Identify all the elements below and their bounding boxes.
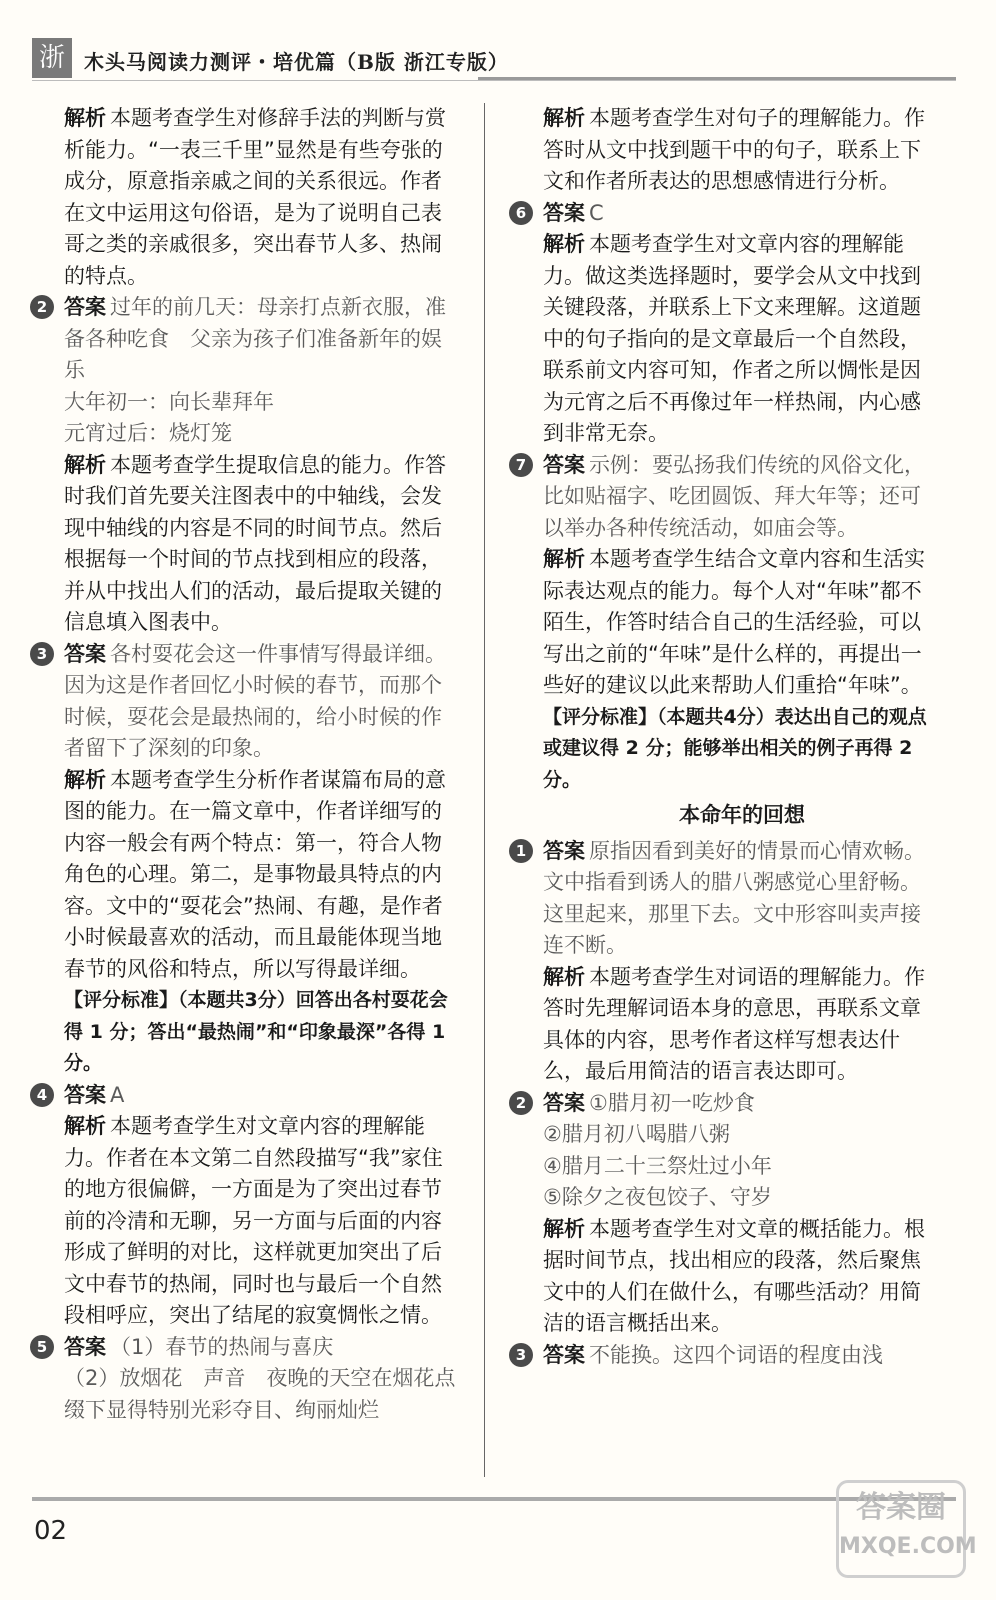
answer-block (515, 198, 941, 230)
analysis-block (543, 229, 941, 450)
answer-line (64, 1332, 462, 1364)
answer-block (36, 292, 462, 450)
analysis-block (543, 1214, 941, 1340)
answer-line (543, 1151, 941, 1183)
watermark-bottom: MXQE.COM (839, 1534, 977, 1559)
analysis-text: 本题考查学生对文章内容的理解能力。作者在本文第二自然段描写“我”家住的地方很偏僻，一方面是为了突出过春节前的冷清和无聊，另一方面与后面的内容形成了鲜明的对比，这样就更加突出了后文中春节的热闹，同时也与最后一个自然段相呼应，突出了结尾的寂寞惆怅之情。 (64, 1114, 443, 1327)
answer-text: （2）放烟花 声音 夜晚的天空在烟花点缀下显得特别光彩夺目、绚丽灿烂 (64, 1366, 456, 1422)
answer-block (36, 639, 462, 765)
analysis-block (64, 450, 462, 639)
analysis-label: 解析 (64, 452, 106, 477)
page-header (0, 0, 996, 84)
analysis-label: 解析 (64, 1114, 106, 1138)
answer-text: C (589, 200, 604, 225)
scoring-criteria: 【评分标准】（本题共4分）表达出自己的观点或建议得 2 分；能够举出相关的例子再得 2 分。 (543, 705, 927, 791)
answer-line (64, 292, 462, 387)
answer-text: 过年的前几天：母亲打点新衣服，准备各种吃食 父亲为孩子们准备新年的娱乐 (64, 295, 446, 382)
answer-label: 答案 (543, 200, 585, 225)
analysis-block (543, 962, 941, 1088)
answer-line (543, 899, 941, 962)
watermark-top: 答案圈 (856, 1490, 946, 1525)
question-number: 1 (509, 839, 533, 863)
watermark-logo (836, 1480, 977, 1578)
analysis-label: 解析 (543, 964, 585, 989)
answer-text: 大年初一：向长辈拜年 (64, 389, 274, 414)
right-column (515, 103, 941, 1371)
answer-text: ⑤除夕之夜包饺子、守岁 (543, 1185, 772, 1209)
analysis-text: 本题考查学生对修辞手法的判断与赏析能力。“一表三千里”显然是有些夸张的成分，原意指亲戚之间的关系很远。作者在文中运用这句俗语，是为了说明自己表哥之类的亲戚很多，突出春节人多、热闹的特点。 (64, 106, 446, 288)
analysis-block (543, 103, 941, 198)
book-title: 木头马阅读力测评・培优篇（B版 浙江专版） (84, 50, 509, 74)
answer-line (64, 1080, 462, 1112)
question-number: 3 (30, 642, 54, 666)
answer-label: 答案 (64, 295, 106, 319)
column-divider (484, 103, 485, 1477)
answer-line (64, 1363, 462, 1426)
answer-line (543, 1119, 941, 1151)
analysis-label: 解析 (64, 767, 106, 792)
answer-label: 答案 (64, 1082, 106, 1107)
answer-line (64, 639, 462, 765)
answer-text: 原指因看到美好的情景而心情欢畅。文中指看到诱人的腊八粥感觉心里舒畅。 (543, 838, 925, 894)
answer-text: 示例：要弘扬我们传统的风俗文化，比如贴福字、吃团圆饭、拜大年等；还可以举办各种传统活动，如庙会等。 (543, 452, 925, 540)
question-number: 4 (30, 1083, 54, 1107)
answer-text: ④腊月二十三祭灶过小年 (543, 1153, 772, 1178)
answer-block (515, 450, 941, 545)
section-title: 本命年的回想 (679, 803, 805, 827)
answer-text: 不能换。这四个词语的程度由浅 (589, 1342, 883, 1367)
analysis-label: 解析 (543, 106, 585, 130)
answer-text: ①腊月初一吃炒食 (589, 1090, 755, 1115)
answer-label: 答案 (543, 452, 585, 477)
analysis-block (64, 103, 462, 292)
answer-line (543, 1182, 941, 1214)
answer-block (515, 836, 941, 962)
answer-label: 答案 (64, 641, 106, 666)
analysis-text: 本题考查学生对句子的理解能力。作答时从文中找到题干中的句子，联系上下文和作者所表达的思想感情进行分析。 (543, 106, 925, 193)
answer-block (515, 1088, 941, 1214)
analysis-label: 解析 (543, 232, 585, 256)
answer-label: 答案 (543, 1342, 585, 1367)
analysis-block (64, 1111, 462, 1332)
answer-line (543, 1340, 941, 1372)
answer-label: 答案 (543, 838, 585, 863)
header-rule-thin (32, 80, 956, 81)
answer-block (515, 1340, 941, 1372)
answer-text: A (110, 1082, 125, 1107)
answer-text: 元宵过后：烧灯笼 (64, 421, 232, 445)
analysis-label: 解析 (543, 547, 585, 571)
question-number: 3 (509, 1343, 533, 1367)
left-column (36, 103, 462, 1426)
analysis-text: 本题考查学生对文章内容的理解能力。做这类选择题时，要学会从文中找到关键段落，并联系上下文来理解。这道题中的句子指向的是文章最后一个自然段，联系前文内容可知，作者之所以惆怅是因为元宵之后不再像过年一样热闹，内心感到非常无奈。 (543, 232, 921, 445)
analysis-block (64, 765, 462, 986)
analysis-text: 本题考查学生结合文章内容和生活实际表达观点的能力。每个人对“年味”都不陌生，作答时结合自己的生活经验，可以写出之前的“年味”是什么样的，再提出一些好的建议以此来帮助人们重拾“年味”。 (543, 547, 925, 697)
answer-line (543, 836, 941, 899)
analysis-label: 解析 (64, 106, 106, 130)
answer-text: 这里起来，那里下去。文中形容叫卖声接连不断。 (543, 901, 921, 957)
answer-block (36, 1080, 462, 1112)
answer-line (543, 450, 941, 545)
analysis-block (543, 544, 941, 702)
question-number: 6 (509, 201, 533, 225)
page-number: 02 (34, 1516, 68, 1546)
question-number: 7 (509, 453, 533, 477)
answer-label: 答案 (64, 1334, 106, 1359)
answer-line (64, 418, 462, 450)
analysis-label: 解析 (543, 1216, 585, 1241)
scoring-criteria: 【评分标准】（本题共3分）回答出各村耍花会得 1 分；答出“最热闹”和“印象最深”各得 1 分。 (64, 989, 448, 1074)
region-badge: 浙 (32, 38, 72, 78)
analysis-text: 本题考查学生对文章的概括能力。根据时间节点，找出相应的段落，然后聚焦文中的人们在做什么，有哪些活动？用简洁的语言概括出来。 (543, 1216, 925, 1335)
question-number: 2 (509, 1091, 533, 1115)
answer-line (64, 387, 462, 419)
analysis-text: 本题考查学生分析作者谋篇布局的意图的能力。在一篇文章中，作者详细写的内容一般会有两个特点：第一，符合人物角色的心理。第二，是事物最具特点的内容。文中的“耍花会”热闹、有趣，是作者小时候最喜欢的活动，而且最能体现当地春节的风俗和特点，所以写得最详细。 (64, 767, 446, 981)
answer-line (543, 198, 941, 230)
answer-text: （1）春节的热闹与喜庆 (110, 1334, 334, 1359)
question-number: 5 (30, 1335, 54, 1359)
answer-line (543, 1088, 941, 1120)
answer-label: 答案 (543, 1090, 585, 1115)
answer-block (36, 1332, 462, 1427)
question-number: 2 (30, 295, 54, 319)
footer-rule (32, 1497, 956, 1501)
analysis-text: 本题考查学生提取信息的能力。作答时我们首先要关注图表中的中轴线，会发现中轴线的内容是不同的时间节点。然后根据每一个时间的节点找到相应的段落，并从中找出人们的活动，最后提取关键的信息填入图表中。 (64, 452, 446, 634)
analysis-text: 本题考查学生对词语的理解能力。作答时先理解词语本身的意思，再联系文章具体的内容，思考作者这样写想表达什么，最后用简洁的语言表达即可。 (543, 964, 925, 1083)
answer-text: 各村耍花会这一件事情写得最详细。因为这是作者回忆小时候的春节，而那个时候，耍花会是最热闹的，给小时候的作者留下了深刻的印象。 (64, 641, 446, 760)
answer-text: ②腊月初八喝腊八粥 (543, 1122, 730, 1146)
